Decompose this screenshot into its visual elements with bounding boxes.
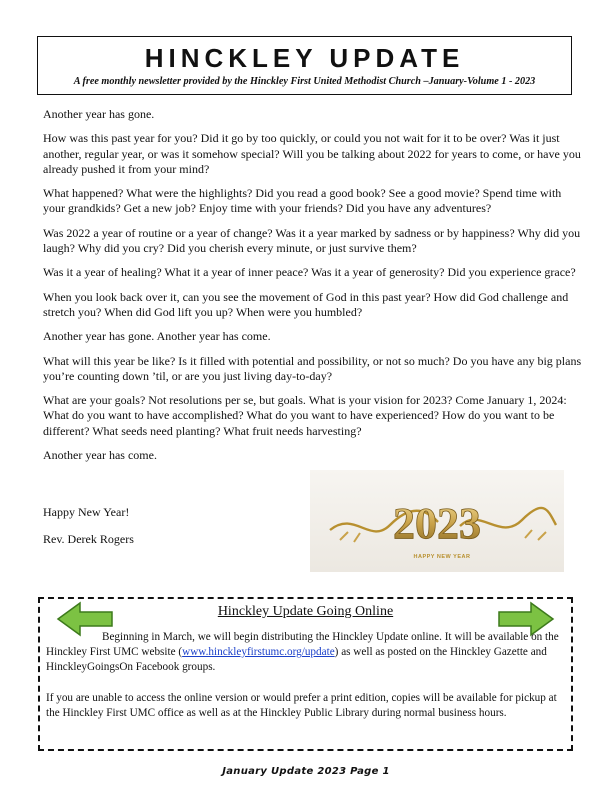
notice-paragraph: Beginning in March, we will begin distributing the Hinckley Update online. It will be available on the Hinckley First UMC website (www.hinckleyfirstumc.org/update) as well as posted on the Hinckley Gazette and HinckleyGoingsOn Facebook groups.	[46, 631, 559, 674]
letter-paragraph: Another year has come.	[43, 448, 157, 463]
newsletter-title: HINCKLEY UPDATE	[144, 43, 465, 73]
letter-paragraph: Was it a year of healing? What it a year of inner peace? Was it a year of generosity? Did you experience grace?	[43, 265, 576, 280]
new-year-2023-graphic	[310, 470, 564, 572]
year-numerals: 2023	[393, 499, 481, 548]
notice-heading: Hinckley Update Going Online	[217, 604, 394, 619]
letter-greeting: Happy New Year!	[43, 505, 130, 519]
letter-signature: Rev. Derek Rogers	[43, 532, 134, 546]
letter-paragraph: Another year has gone. Another year has come.	[43, 329, 271, 344]
letter-paragraph: What are your goals? Not resolutions per se, but goals. What is your vision for 2023? Come January 1, 2024: What do you want to have accomplished? What do you want to have experienced? How do you want to be different? What seeds need planting? What fruit needs harvesting?	[43, 393, 567, 438]
happy-new-year-caption: HAPPY NEW YEAR	[413, 554, 471, 560]
letter-paragraph: What happened? What were the highlights? Did you read a good book? See a good movie? Spend time with your grandkids? Get a new job? Enjoy time with your friends? Did you have any adventures?	[43, 186, 562, 216]
notice-body	[46, 630, 565, 736]
letter-paragraph: What will this year be like? Is it filled with potential and possibility, or not so much? Do you have any big plans you’re counting down ’til, or are you just living day-to-day?	[43, 353, 582, 383]
newsletter-subtitle: A free monthly newsletter provided by the Hinckley First United Methodist Church –January-Volume 1 - 2023	[73, 76, 536, 87]
page-footer: January Update 2023 Page 1	[222, 766, 390, 777]
online-notice-box	[38, 597, 573, 751]
letter-paragraph: When you look back over it, can you see the movement of God in this past year? How did God challenge and stretch you? When did God lift you up? When were you humbled?	[43, 289, 569, 319]
new-year-image	[310, 470, 564, 572]
letter-paragraph: Another year has gone.	[43, 107, 155, 121]
letter-paragraph: Was 2022 a year of routine or a year of change? Was it a year marked by sadness or by happiness? Why did you laugh? Why did you cry? Did you cherish every minute, or just survive them?	[43, 225, 581, 256]
letter-paragraph: How was this past year for you? Did it go by too quickly, or could you not wait for it to be over? Was it just another, regular year, or was it somehow special? Will you be talking about 2022 for years to come, or have you already pushed it from your mind?	[43, 131, 581, 176]
pastor-letter	[43, 107, 583, 472]
update-website-link[interactable]: www.hinckleyfirstumc.org/update	[182, 646, 335, 659]
notice-paragraph: If you are unable to access the online version or would prefer a print edition, copies will be available for pickup at the Hinckley First UMC office as well as at the Hinckley Public Library during normal business hours.	[46, 691, 557, 719]
masthead	[37, 36, 572, 95]
